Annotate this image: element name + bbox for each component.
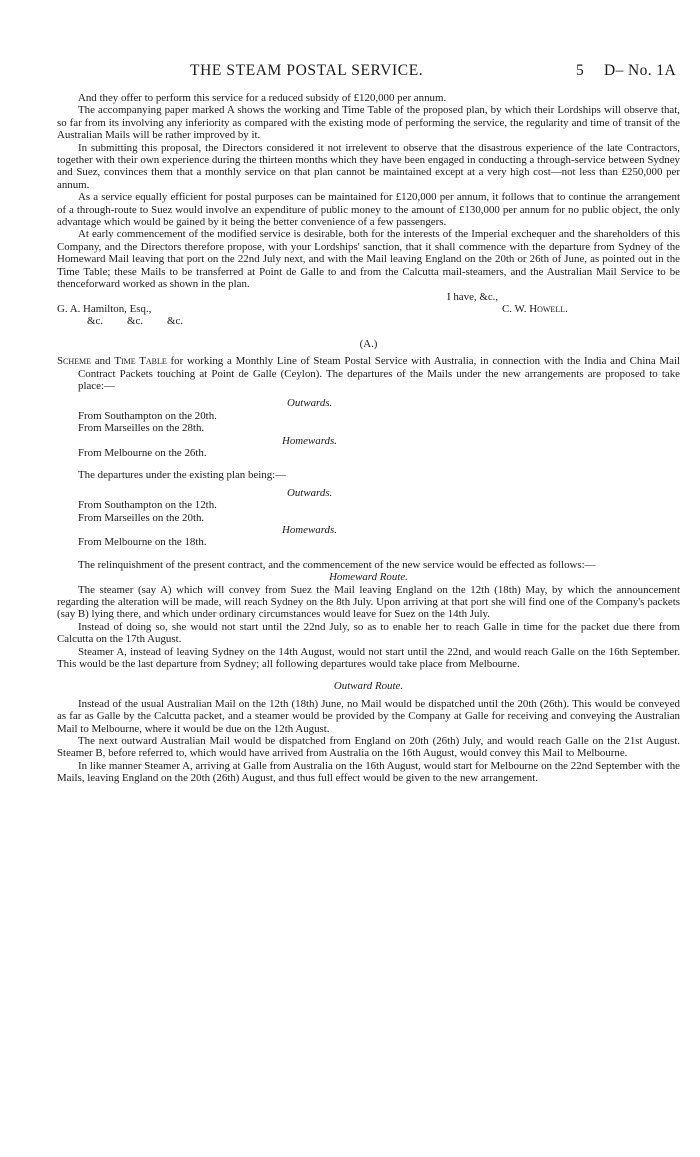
etc-line [87,315,680,327]
outward-paragraph-1: Instead of the usual Australian Mail on the 12th (18th) June, no Mail would be dispatched until the 20th (26th). This would be conveyed as far as Galle by the Calcutta packet, and a steamer would be provided by the Company at Galle for receiving and conveying the Australian Mail to Melbourne, where it would be due on the 12th August. [57,697,680,735]
etc-3: &c. [167,315,184,328]
old-outward-southampton: From Southampton on the 12th. [78,499,217,512]
etc-2: &c. [127,315,144,328]
scheme-intro-text: for working a Monthly Line of Steam Postal Service with Australia, in connection with the India and China Mail Contract Packets touching at Point de Galle (Ceylon). The departures of the Mails under the new arrangements are proposed to take place:— [78,355,680,392]
outward-paragraph-3: In like manner Steamer A, arriving at Galle from Australia on the 16th August, would start for Melbourne on the 22nd September with the Mails, leaving England on the 20th (26th) August, and thus full effect would be given to the new arrangement. [57,759,680,785]
new-outward-marseilles: From Marseilles on the 28th. [78,422,205,435]
old-homewards-heading: Homewards. [282,523,337,536]
new-homewards-heading: Homewards. [282,434,337,447]
homeward-route-heading: Homeward Route. [329,571,408,584]
new-homeward-melbourne: From Melbourne on the 26th. [78,446,207,459]
letter-paragraph-5: At early commencement of the modified service is desirable, both for the interests of the Imperial exchequer and the shareholders of this Company, and the Directors therefore propose, with your Lordships' sanction, that it shall commence with the departure from Sydney of the Homeward Mail leaving that port on the 22nd July next, and with the Mail leaving England on the 20th or 26th of June, as pointed out in the Time Table; these Mails to be transferred at Point de Galle to and from the Calcutta mail-steamers, and the Australian Mail Service to be thenceforward worked as shown in the plan. [57,228,680,291]
document-body [57,92,680,785]
closing-text: I have, &c., [447,290,499,303]
signatory: C. W. Howell. [502,302,568,315]
document-reference: D– No. 1A [604,62,677,79]
signature-row [57,303,680,315]
old-outward-marseilles: From Marseilles on the 20th. [78,511,205,524]
relinquishment-paragraph: The relinquishment of the present contract, and the commencement of the new service would be effected as follows:— [78,558,596,571]
homeward-paragraph-3: Steamer A, instead of leaving Sydney on the 14th August, would not start until the 22nd, and would reach Galle on the 16th September. This would be the last departure from Sydney; all following departures would take place from Melbourne. [57,645,680,671]
outward-paragraph-2: The next outward Australian Mail would be dispatched from England on 20th (26th) July, and would reach Galle on the 21st August. Steamer B, before referred to, which would have arrived from Australia on the 16th August, would convey this Mail to Melbourne. [57,735,680,760]
outward-route-heading: Outward Route. [333,680,404,693]
page-header [0,62,700,84]
letter-paragraph-4: As a service equally efficient for postal purposes can be maintained for £120,000 per annum, it follows that to continue the arrangement of a through-route to Suez would involve an expenditure of public money to the amount of £130,000 per annum for no public object, the only advantage which would be gained by it being the better convenience of a few passengers. [57,191,680,229]
existing-plan-intro: The departures under the existing plan being:— [78,469,287,482]
scheme-lead: Scheme [57,355,92,368]
etc-1: &c. [87,315,104,328]
scheme-label: (A.) [359,337,378,350]
old-homeward-melbourne: From Melbourne on the 18th. [78,536,207,549]
addressee: G. A. Hamilton, Esq., [57,302,152,315]
letter-paragraph-3: In submitting this proposal, the Directors considered it not irrelevent to observe that the disastrous experience of the late Contractors, together with their own experience during the thirteen months which they have been engaged in conducting a through-service between Sydney and Suez, convinces them that a monthly service on that plan cannot be maintained except at a very high cost—not less than £250,000 per annum. [57,141,680,191]
old-outwards-heading: Outwards. [287,486,333,499]
scheme-and: and [91,355,115,368]
scheme-intro [57,355,680,392]
page-number: 5 [576,62,584,79]
page-title: THE STEAM POSTAL SERVICE. [190,62,424,79]
new-outward-southampton: From Southampton on the 20th. [78,409,217,422]
homeward-paragraph-2: Instead of doing so, she would not start until the 22nd July, so as to enable her to reach Galle in time for the packet due there from Calcutta on the 17th August. [57,620,680,646]
homeward-paragraph-1: The steamer (say A) which will convey from Suez the Mail leaving England on the 12th (18th) May, by which the announcement regarding the alteration will be made, will reach Sydney on the 8th July. Upon arriving at that port she will find one of the Company's packets (say B) lying there, and which under ordinary circumstances would leave for Suez on the 14th July. [57,583,680,621]
time-table-lead: Time Table [114,355,167,368]
new-outwards-heading: Outwards. [287,397,333,410]
closing-row [57,291,680,303]
letter-paragraph-2: The accompanying paper marked A shows the working and Time Table of the proposed plan, by which their Lordships will observe that, so far from its involving any inferiority as compared with the existing mode of performing the service, the regularity and time of transit of the Australian Mails will be rather improved by it. [57,104,680,142]
letter-paragraph-1: And they offer to perform this service for a reduced subsidy of £120,000 per annum. [78,92,447,104]
